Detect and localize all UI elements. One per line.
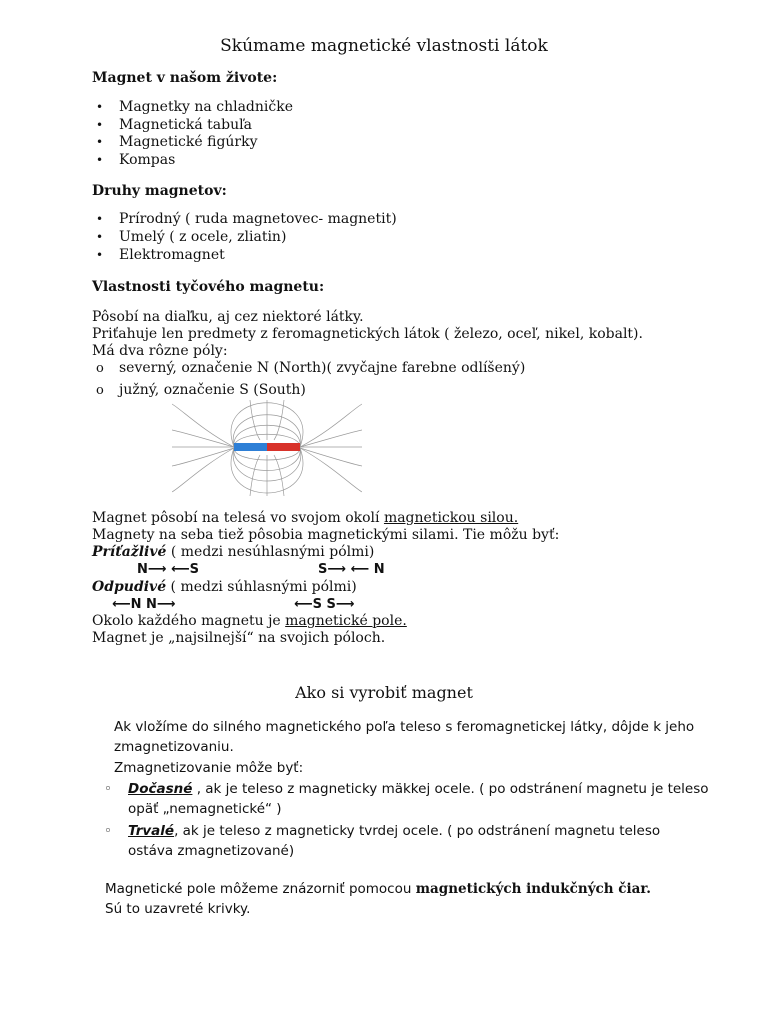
make-para-1a: Ak vložíme do silného magnetického poľa teleso s feromagnetickej látky, dôjde k jeho [114,719,695,735]
bullet-marker: • [96,212,104,226]
bullet-marker: • [96,100,104,114]
closed-curves-sentence: Sú to uzavreté krivky. [105,901,251,917]
field-lines-sentence [105,881,651,897]
bar-magnet-field-illustration [172,400,362,496]
circle-bullet: o [96,383,104,398]
pole-south: južný, označenie S (South) [119,382,306,398]
bullet-marker: • [96,230,104,244]
text-fragment: ( medzi súhlasnými pólmi) [166,579,357,595]
magnet-north-pole [234,443,267,451]
text-fragment: , ak je teleso z magneticky mäkkej ocele. ( po odstránení magnetu je teleso [192,781,709,797]
list-item: Elektromagnet [119,247,225,263]
term-repulsive: Odpudivé [92,579,167,595]
list-item: Kompas [119,152,176,168]
pole-north: severný, označenie N (North)( zvyčajne farebne odlíšený) [119,360,526,376]
page-title: Skúmame magnetické vlastnosti látok [220,36,548,56]
permanent-line-b: ostáva zmagnetizované) [128,843,295,859]
term-permanent: Trvalé [128,823,175,839]
repel-arrows-right: ⟵S S⟶ [294,597,355,612]
temporary-line-b: opäť „nemagnetické“ ) [128,801,282,817]
strongest-line: Magnet je „najsilnejší“ na svojich póloch. [92,630,386,646]
attract-arrows-left: N⟶ ⟵S [137,562,200,577]
list-item: Magnetická tabuľa [119,117,252,133]
term-temporary: Dočasné [128,781,193,797]
attract-line [92,544,374,560]
ring-bullet: ◦ [104,781,112,797]
permanent-line-a [128,823,660,839]
heading-types: Druhy magnetov: [92,183,227,199]
term-magnetic-force: magnetickou silou. [383,510,519,526]
attract-arrows-right: S⟶ ⟵ N [318,562,385,577]
bullet-marker: • [96,118,104,132]
text-fragment: Magnetické pole môžeme znázorniť pomocou [105,881,416,897]
repel-line [92,579,357,595]
heading-bar-magnet: Vlastnosti tyčového magnetu: [92,279,325,295]
text-fragment: , ak je teleso z magneticky tvrdej ocele. ( po odstránení magnetu teleso [174,823,661,839]
list-item: Magnetické figúrky [119,134,258,150]
bullet-marker: • [96,135,104,149]
text-line: Priťahuje len predmety z feromagnetických látok ( železo, oceľ, nikel, kobalt). [92,326,643,342]
temporary-line-a [128,781,709,797]
list-item: Magnetky na chladničke [119,99,293,115]
text-line: Pôsobí na diaľku, aj cez niektoré látky. [92,309,364,325]
text-fragment: ( medzi nesúhlasnými pólmi) [166,544,375,560]
magnet-south-pole [267,443,300,451]
make-para-2: Zmagnetizovanie môže byť: [114,760,304,776]
ring-bullet: ◦ [104,823,112,839]
forces-line-1 [92,510,518,526]
text-fragment: Magnet pôsobí na telesá vo svojom okolí [92,510,384,526]
field-line [92,613,407,629]
make-para-1b: zmagnetizovaniu. [114,739,234,755]
list-item: Prírodný ( ruda magnetovec- magnetit) [119,211,397,227]
circle-bullet: o [96,361,104,376]
term-magnetic-field: magnetické pole. [285,613,407,629]
term-attractive: Príťažlivé [92,544,167,560]
heading-everyday: Magnet v našom živote: [92,70,278,86]
heading-make-magnet: Ako si vyrobiť magnet [295,683,473,702]
bullet-marker: • [96,248,104,262]
list-item: Umelý ( z ocele, zliatin) [119,229,287,245]
term-induction-lines: magnetických indukčných čiar. [415,881,651,897]
repel-arrows-left: ⟵N N⟶ [112,597,176,612]
text-fragment: Okolo každého magnetu je [92,613,286,629]
forces-line-2: Magnety na seba tiež pôsobia magnetickými silami. Tie môžu byť: [92,527,560,543]
text-line: Má dva rôzne póly: [92,343,228,359]
bullet-marker: • [96,153,104,167]
